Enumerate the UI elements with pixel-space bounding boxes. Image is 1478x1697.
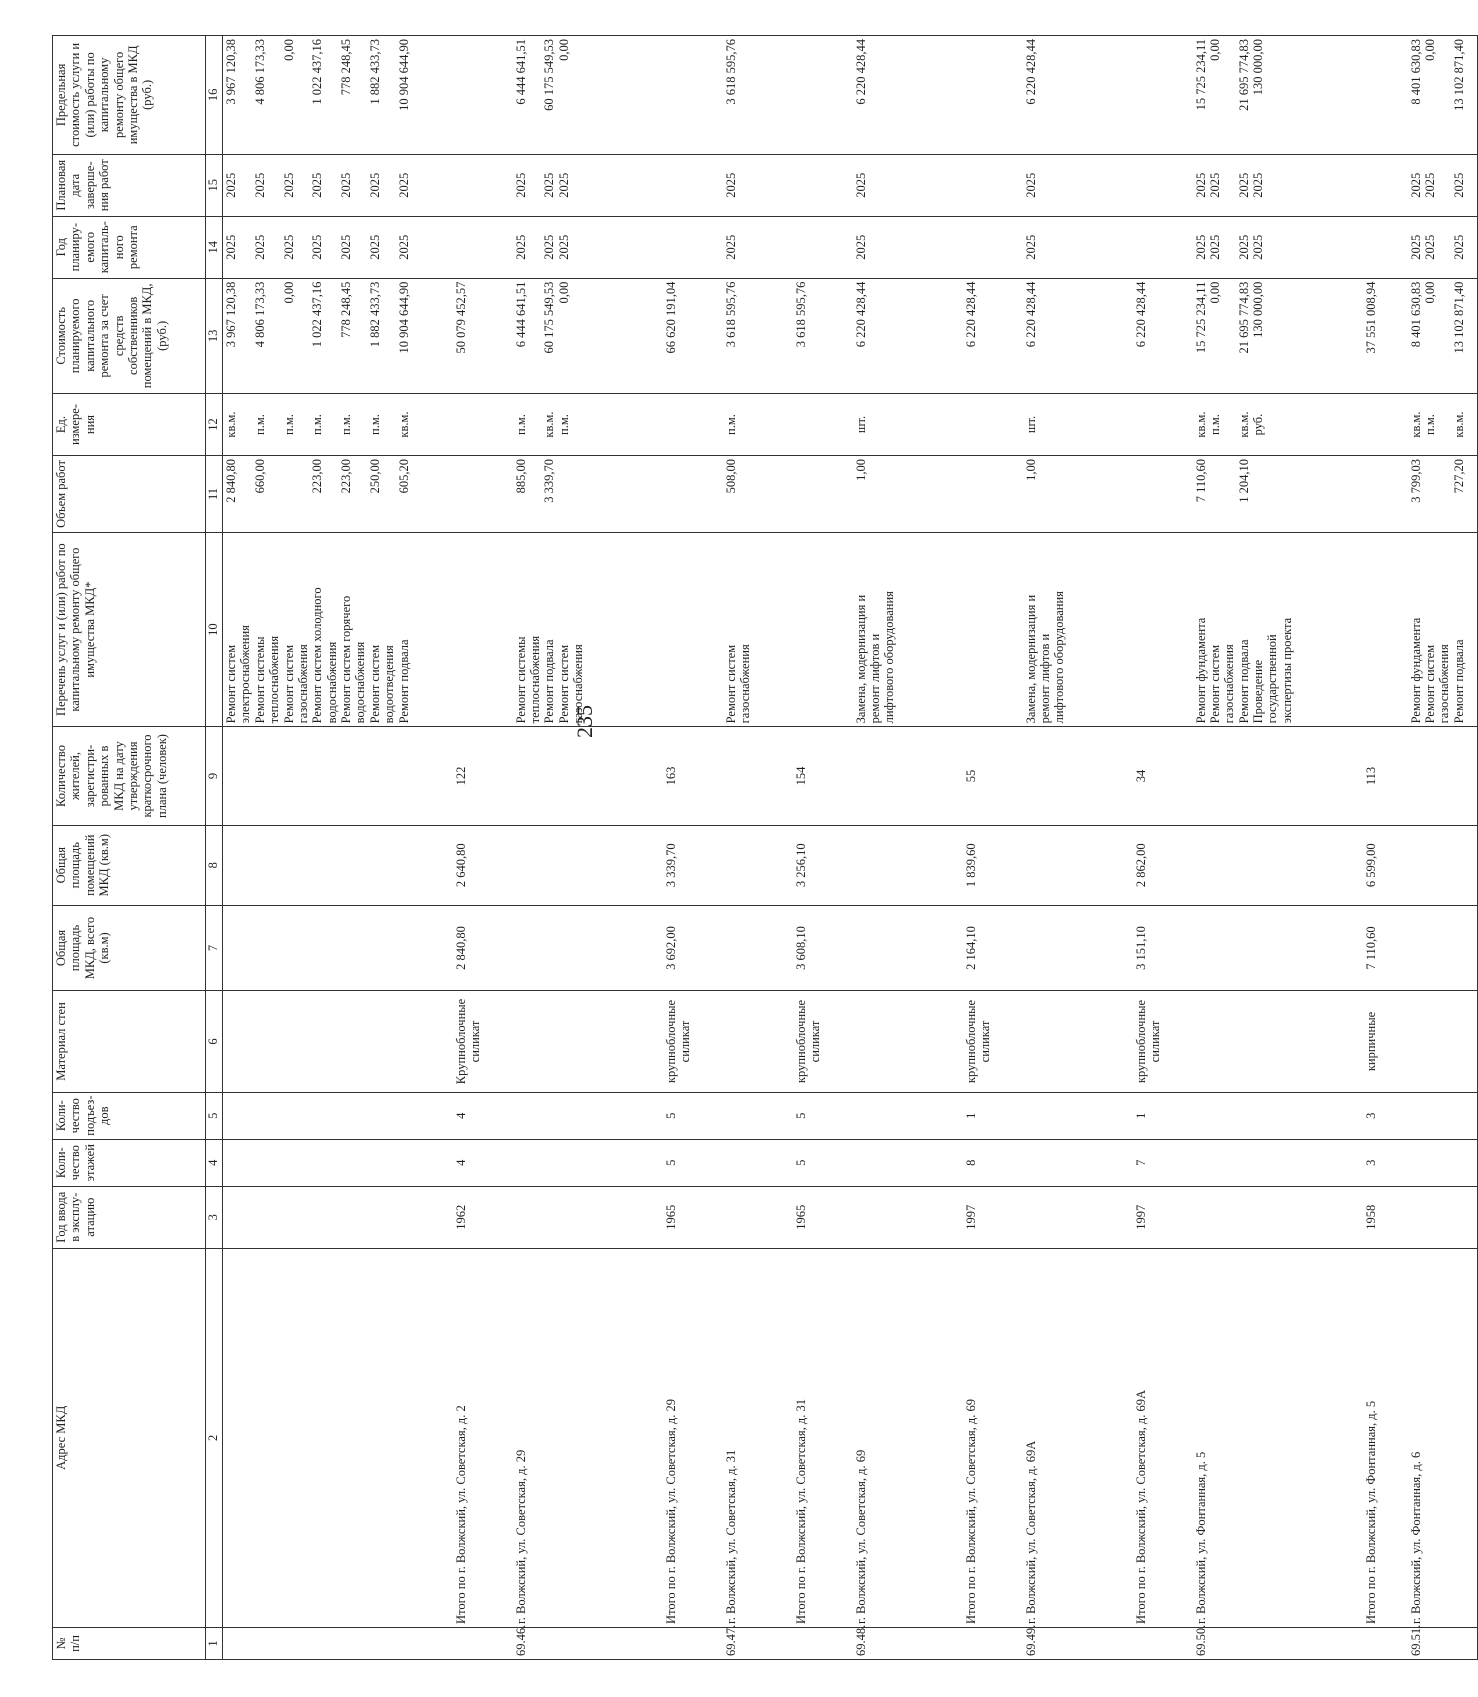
column-number-8: 8 xyxy=(206,825,223,905)
row-number xyxy=(453,1627,513,1659)
repair-year-cell xyxy=(1133,216,1193,278)
column-number-12: 12 xyxy=(206,394,223,456)
max-cost-cell xyxy=(663,36,723,155)
repair-cost-cell: 66 620 191,04 xyxy=(663,278,723,393)
floors-cell: 3 xyxy=(1363,1139,1408,1186)
wall-material-cell: крупноблочные силикат xyxy=(663,991,723,1092)
residents-cell xyxy=(723,727,793,825)
header-row xyxy=(53,36,206,1660)
capital-repair-plan-sheet xyxy=(52,35,1466,1660)
column-number-1: 1 xyxy=(206,1627,223,1659)
work-volume-cell xyxy=(663,456,723,533)
wall-material-cell: крупноблочные силикат xyxy=(793,991,853,1092)
wall-material-cell xyxy=(1023,991,1133,1092)
residents-cell xyxy=(513,727,663,825)
unit-cell xyxy=(453,394,513,456)
residents-cell: 163 xyxy=(663,727,723,825)
floors-cell xyxy=(853,1139,963,1186)
column-header-11: Объем работ xyxy=(53,456,206,533)
max-cost-cell xyxy=(1133,36,1193,155)
total-area-cell xyxy=(513,905,663,990)
column-number-14: 14 xyxy=(206,216,223,278)
address-cell: Итого по г. Волжский, ул. Советская, д. 31 xyxy=(793,1248,853,1627)
repair-year-cell: 2025 2025 2025 xyxy=(513,216,663,278)
repair-cost-cell: 6 220 428,44 xyxy=(963,278,1023,393)
floors-cell: 5 xyxy=(663,1139,723,1186)
premises-area-cell xyxy=(1193,825,1363,905)
floors-cell: 4 xyxy=(453,1139,513,1186)
total-row xyxy=(663,36,723,1660)
repair-year-cell: 2025 2025 2025 2025 2025 2025 2025 xyxy=(223,216,453,278)
total-area-cell xyxy=(723,905,793,990)
column-number-11: 11 xyxy=(206,456,223,533)
wall-material-cell: крупноблочные силикат xyxy=(963,991,1023,1092)
work-volume-cell xyxy=(453,456,513,533)
row-number: 69.49. xyxy=(1023,1627,1133,1659)
unit-cell: шт. xyxy=(853,394,963,456)
wall-material-cell: кирпичные xyxy=(1363,991,1408,1092)
completion-date-cell: 2025 2025 2025 2025 2025 2025 2025 xyxy=(223,154,453,216)
repair-cost-cell: 50 079 452,57 xyxy=(453,278,513,393)
row-number xyxy=(963,1627,1023,1659)
entrances-cell xyxy=(1408,1092,1478,1139)
address-cell: Итого по г. Волжский, ул. Советская, д. 69А xyxy=(1133,1248,1193,1627)
completion-date-cell: 2025 xyxy=(1023,154,1133,216)
premises-area-cell: 2 640,80 xyxy=(453,825,513,905)
column-header-7: Общая площадь МКД, всего (кв.м) xyxy=(53,905,206,990)
unit-cell: шт. xyxy=(1023,394,1133,456)
works-list-cell: Ремонт систем газоснабжения xyxy=(723,532,793,726)
entrances-cell: 5 xyxy=(793,1092,853,1139)
total-area-cell xyxy=(223,905,453,990)
unit-cell: п.м. xyxy=(723,394,793,456)
address-cell: Итого по г. Волжский, ул. Советская, д. 69 xyxy=(963,1248,1023,1627)
max-cost-cell xyxy=(453,36,513,155)
floors-cell: 8 xyxy=(963,1139,1023,1186)
floors-cell xyxy=(513,1139,663,1186)
total-row xyxy=(1363,36,1408,1660)
residents-cell: 154 xyxy=(793,727,853,825)
floors-cell xyxy=(1408,1139,1478,1186)
unit-cell: кв.м. п.м. п.м. п.м. п.м. п.м. кв.м. xyxy=(223,394,453,456)
entrances-cell xyxy=(853,1092,963,1139)
row-number xyxy=(1363,1627,1408,1659)
column-header-10: Перечень услуг и (или) работ по капитальному ремонту общего имущества МКД* xyxy=(53,532,206,726)
completion-date-cell: 2025 xyxy=(853,154,963,216)
unit-cell: п.м. кв.м. п.м. xyxy=(513,394,663,456)
repair-year-cell xyxy=(793,216,853,278)
premises-area-cell xyxy=(723,825,793,905)
entrances-cell: 3 xyxy=(1363,1092,1408,1139)
year-built-cell xyxy=(1193,1186,1363,1248)
works-list-cell xyxy=(1133,532,1193,726)
work-volume-cell: 2 840,80 660,00 223,00 223,00 250,00 605,20 xyxy=(223,456,453,533)
table-row xyxy=(223,36,453,1660)
max-cost-cell xyxy=(793,36,853,155)
total-area-cell xyxy=(1023,905,1133,990)
completion-date-cell xyxy=(1363,154,1408,216)
total-area-cell: 2 164,10 xyxy=(963,905,1023,990)
unit-cell xyxy=(1133,394,1193,456)
work-volume-cell xyxy=(793,456,853,533)
residents-cell xyxy=(223,727,453,825)
page-number: 235 xyxy=(572,705,597,738)
unit-cell: кв.м. п.м. кв.м. руб. xyxy=(1193,394,1363,456)
column-header-15: Плановая дата заверше-ния работ xyxy=(53,154,206,216)
entrances-cell xyxy=(513,1092,663,1139)
column-number-2: 2 xyxy=(206,1248,223,1627)
table-body xyxy=(223,36,1478,1660)
row-number xyxy=(663,1627,723,1659)
address-cell: г. Волжский, ул. Советская, д. 69А xyxy=(1023,1248,1133,1627)
column-number-15: 15 xyxy=(206,154,223,216)
entrances-cell xyxy=(1193,1092,1363,1139)
total-row xyxy=(1133,36,1193,1660)
total-area-cell xyxy=(853,905,963,990)
column-number-16: 16 xyxy=(206,36,223,155)
residents-cell: 34 xyxy=(1133,727,1193,825)
unit-cell xyxy=(793,394,853,456)
entrances-cell: 1 xyxy=(1133,1092,1193,1139)
row-number: 69.47. xyxy=(723,1627,793,1659)
work-volume-cell: 3 799,03 727,20 xyxy=(1408,456,1478,533)
year-built-cell xyxy=(223,1186,453,1248)
address-cell: г. Волжский, ул. Фонтанная, д. 5 xyxy=(1193,1248,1363,1627)
wall-material-cell xyxy=(1408,991,1478,1092)
column-header-16: Предельная стоимость услуги и (или) работы по капитальному ремонту общего имущества в МКД (руб.) xyxy=(53,36,206,155)
work-volume-cell: 508,00 xyxy=(723,456,793,533)
column-number-13: 13 xyxy=(206,278,223,393)
premises-area-cell: 3 339,70 xyxy=(663,825,723,905)
premises-area-cell: 2 862,00 xyxy=(1133,825,1193,905)
column-header-12: Ед. измере-ния xyxy=(53,394,206,456)
year-built-cell: 1958 xyxy=(1363,1186,1408,1248)
table-row xyxy=(513,36,663,1660)
row-number: 69.50. xyxy=(1193,1627,1363,1659)
repair-cost-cell: 15 725 234,11 0,00 21 695 774,83 130 000,00 xyxy=(1193,278,1363,393)
work-volume-cell: 885,00 3 339,70 xyxy=(513,456,663,533)
works-list-cell: Ремонт фундамента Ремонт систем газоснабжения Ремонт подвала xyxy=(1408,532,1478,726)
column-header-4: Коли-чество этажей xyxy=(53,1139,206,1186)
address-cell: Итого по г. Волжский, ул. Фонтанная, д. 5 xyxy=(1363,1248,1408,1627)
residents-cell xyxy=(1408,727,1478,825)
repair-year-cell: 2025 2025 2025 2025 xyxy=(1193,216,1363,278)
repair-cost-cell: 3 967 120,38 4 806 173,33 0,00 1 022 437,16 778 248,45 1 882 433,73 10 904 644,90 xyxy=(223,278,453,393)
entrances-cell xyxy=(723,1092,793,1139)
total-area-cell: 7 110,60 xyxy=(1363,905,1408,990)
completion-date-cell: 2025 xyxy=(723,154,793,216)
completion-date-cell xyxy=(1133,154,1193,216)
total-row xyxy=(793,36,853,1660)
row-number xyxy=(793,1627,853,1659)
total-row xyxy=(963,36,1023,1660)
max-cost-cell: 8 401 630,83 0,00 13 102 871,40 xyxy=(1408,36,1478,155)
wall-material-cell xyxy=(853,991,963,1092)
max-cost-cell: 3 618 595,76 xyxy=(723,36,793,155)
residents-cell xyxy=(853,727,963,825)
year-built-cell xyxy=(513,1186,663,1248)
repair-cost-cell: 8 401 630,83 0,00 13 102 871,40 xyxy=(1408,278,1478,393)
total-area-cell: 3 608,10 xyxy=(793,905,853,990)
premises-area-cell xyxy=(223,825,453,905)
repair-year-cell: 2025 xyxy=(723,216,793,278)
address-cell: г. Волжский, ул. Фонтанная, д. 6 xyxy=(1408,1248,1478,1627)
column-header-2: Адрес МКД xyxy=(53,1248,206,1627)
year-built-cell xyxy=(853,1186,963,1248)
repair-cost-cell: 3 618 595,76 xyxy=(793,278,853,393)
table-row xyxy=(1023,36,1133,1660)
row-number xyxy=(223,1627,453,1659)
total-area-cell xyxy=(1408,905,1478,990)
row-number: 69.51. xyxy=(1408,1627,1478,1659)
address-cell xyxy=(223,1248,453,1627)
residents-cell: 122 xyxy=(453,727,513,825)
floors-cell xyxy=(223,1139,453,1186)
year-built-cell xyxy=(1023,1186,1133,1248)
works-list-cell xyxy=(793,532,853,726)
unit-cell xyxy=(963,394,1023,456)
residents-cell xyxy=(1023,727,1133,825)
column-header-14: Год планиру-емого капиталь-ного ремонта xyxy=(53,216,206,278)
residents-cell: 55 xyxy=(963,727,1023,825)
address-cell: г. Волжский, ул. Советская, д. 31 xyxy=(723,1248,793,1627)
total-area-cell: 3 692,00 xyxy=(663,905,723,990)
completion-date-cell: 2025 2025 2025 2025 xyxy=(1193,154,1363,216)
repair-cost-cell: 6 220 428,44 xyxy=(853,278,963,393)
repair-year-cell xyxy=(963,216,1023,278)
work-volume-cell: 1,00 xyxy=(853,456,963,533)
table-row xyxy=(853,36,963,1660)
entrances-cell xyxy=(1023,1092,1133,1139)
max-cost-cell: 3 967 120,38 4 806 173,33 0,00 1 022 437,16 778 248,45 1 882 433,73 10 904 644,90 xyxy=(223,36,453,155)
column-number-row xyxy=(206,36,223,1660)
floors-cell xyxy=(1023,1139,1133,1186)
work-volume-cell xyxy=(963,456,1023,533)
floors-cell: 7 xyxy=(1133,1139,1193,1186)
works-list-cell xyxy=(663,532,723,726)
works-list-cell: Замена, модернизация и ремонт лифтов и лифтового оборудования xyxy=(1023,532,1133,726)
column-header-1: № п/п xyxy=(53,1627,206,1659)
max-cost-cell xyxy=(1363,36,1408,155)
table-row xyxy=(1408,36,1478,1660)
wall-material-cell xyxy=(723,991,793,1092)
column-header-3: Год ввода в эксплу-атацию xyxy=(53,1186,206,1248)
row-number: 69.48. xyxy=(853,1627,963,1659)
repair-cost-cell: 6 220 428,44 xyxy=(1133,278,1193,393)
year-built-cell: 1965 xyxy=(663,1186,723,1248)
completion-date-cell xyxy=(793,154,853,216)
work-volume-cell: 7 110,60 1 204,10 xyxy=(1193,456,1363,533)
row-number: 69.46. xyxy=(513,1627,663,1659)
repair-year-cell: 2025 xyxy=(1023,216,1133,278)
column-number-7: 7 xyxy=(206,905,223,990)
column-header-13: Стоимость планируемого капитального ремонта за счет средств собственников помещений в МКД, (руб.) xyxy=(53,278,206,393)
wall-material-cell: Крупноблочные силикат xyxy=(453,991,513,1092)
wall-material-cell: крупноблочные силикат xyxy=(1133,991,1193,1092)
completion-date-cell xyxy=(453,154,513,216)
entrances-cell: 1 xyxy=(963,1092,1023,1139)
max-cost-cell xyxy=(963,36,1023,155)
premises-area-cell: 6 599,00 xyxy=(1363,825,1408,905)
repair-year-cell xyxy=(663,216,723,278)
table-row xyxy=(1193,36,1363,1660)
column-number-3: 3 xyxy=(206,1186,223,1248)
repair-cost-cell: 6 444 641,51 60 175 549,53 0,00 xyxy=(513,278,663,393)
year-built-cell xyxy=(723,1186,793,1248)
column-number-6: 6 xyxy=(206,991,223,1092)
column-number-4: 4 xyxy=(206,1139,223,1186)
works-list-cell: Ремонт фундамента Ремонт систем газоснабжения Ремонт подвала Проведение государственной экспертизы проекта xyxy=(1193,532,1363,726)
wall-material-cell xyxy=(1193,991,1363,1092)
entrances-cell xyxy=(223,1092,453,1139)
work-volume-cell xyxy=(1363,456,1408,533)
repair-plan-table xyxy=(52,35,1478,1660)
wall-material-cell xyxy=(513,991,663,1092)
address-cell: г. Волжский, ул. Советская, д. 29 xyxy=(513,1248,663,1627)
column-number-5: 5 xyxy=(206,1092,223,1139)
address-cell: Итого по г. Волжский, ул. Советская, д. 29 xyxy=(663,1248,723,1627)
works-list-cell xyxy=(453,532,513,726)
completion-date-cell: 2025 2025 2025 xyxy=(513,154,663,216)
entrances-cell: 4 xyxy=(453,1092,513,1139)
residents-cell: 113 xyxy=(1363,727,1408,825)
premises-area-cell xyxy=(1408,825,1478,905)
residents-cell xyxy=(1193,727,1363,825)
repair-year-cell xyxy=(453,216,513,278)
column-number-10: 10 xyxy=(206,532,223,726)
total-area-cell: 3 151,10 xyxy=(1133,905,1193,990)
year-built-cell: 1997 xyxy=(963,1186,1023,1248)
entrances-cell: 5 xyxy=(663,1092,723,1139)
year-built-cell: 1997 xyxy=(1133,1186,1193,1248)
year-built-cell xyxy=(1408,1186,1478,1248)
floors-cell xyxy=(723,1139,793,1186)
works-list-cell: Замена, модернизация и ремонт лифтов и лифтового оборудования xyxy=(853,532,963,726)
table-row xyxy=(723,36,793,1660)
premises-area-cell xyxy=(1023,825,1133,905)
repair-cost-cell: 3 618 595,76 xyxy=(723,278,793,393)
unit-cell xyxy=(663,394,723,456)
column-header-6: Материал стен xyxy=(53,991,206,1092)
floors-cell xyxy=(1193,1139,1363,1186)
premises-area-cell: 1 839,60 xyxy=(963,825,1023,905)
address-cell: г. Волжский, ул. Советская, д. 69 xyxy=(853,1248,963,1627)
unit-cell xyxy=(1363,394,1408,456)
repair-year-cell xyxy=(1363,216,1408,278)
total-area-cell xyxy=(1193,905,1363,990)
address-cell: Итого по г. Волжский, ул. Советская, д. 2 xyxy=(453,1248,513,1627)
max-cost-cell: 15 725 234,11 0,00 21 695 774,83 130 000,00 xyxy=(1193,36,1363,155)
column-header-9: Количество жителей, зарегистри-рованных в МКД на дату утверждения краткосрочного плана (человек) xyxy=(53,727,206,825)
max-cost-cell: 6 220 428,44 xyxy=(1023,36,1133,155)
repair-cost-cell: 37 551 008,94 xyxy=(1363,278,1408,393)
repair-year-cell: 2025 2025 2025 xyxy=(1408,216,1478,278)
works-list-cell xyxy=(1363,532,1408,726)
max-cost-cell: 6 444 641,51 60 175 549,53 0,00 xyxy=(513,36,663,155)
premises-area-cell: 3 256,10 xyxy=(793,825,853,905)
completion-date-cell xyxy=(963,154,1023,216)
premises-area-cell xyxy=(513,825,663,905)
column-header-8: Общая площадь помещений МКД (кв.м) xyxy=(53,825,206,905)
year-built-cell: 1965 xyxy=(793,1186,853,1248)
year-built-cell: 1962 xyxy=(453,1186,513,1248)
total-row xyxy=(453,36,513,1660)
unit-cell: кв.м. п.м. кв.м. xyxy=(1408,394,1478,456)
completion-date-cell: 2025 2025 2025 xyxy=(1408,154,1478,216)
works-list-cell: Ремонт систем электроснабжения Ремонт системы теплоснабжения Ремонт систем газоснабжения Ремонт систем холодного водоснабжения Ремонт систем горячего водоснабжения Ремонт систем водоотведения Ремонт подвала xyxy=(223,532,453,726)
repair-year-cell: 2025 xyxy=(853,216,963,278)
row-number xyxy=(1133,1627,1193,1659)
wall-material-cell xyxy=(223,991,453,1092)
max-cost-cell: 6 220 428,44 xyxy=(853,36,963,155)
repair-cost-cell: 6 220 428,44 xyxy=(1023,278,1133,393)
column-header-5: Коли-чество подъез-дов xyxy=(53,1092,206,1139)
floors-cell: 5 xyxy=(793,1139,853,1186)
total-area-cell: 2 840,80 xyxy=(453,905,513,990)
work-volume-cell xyxy=(1133,456,1193,533)
works-list-cell xyxy=(963,532,1023,726)
completion-date-cell xyxy=(663,154,723,216)
work-volume-cell: 1,00 xyxy=(1023,456,1133,533)
premises-area-cell xyxy=(853,825,963,905)
works-list-cell: Ремонт системы теплоснабжения Ремонт подвала Ремонт систем газоснабжения xyxy=(513,532,663,726)
column-number-9: 9 xyxy=(206,727,223,825)
